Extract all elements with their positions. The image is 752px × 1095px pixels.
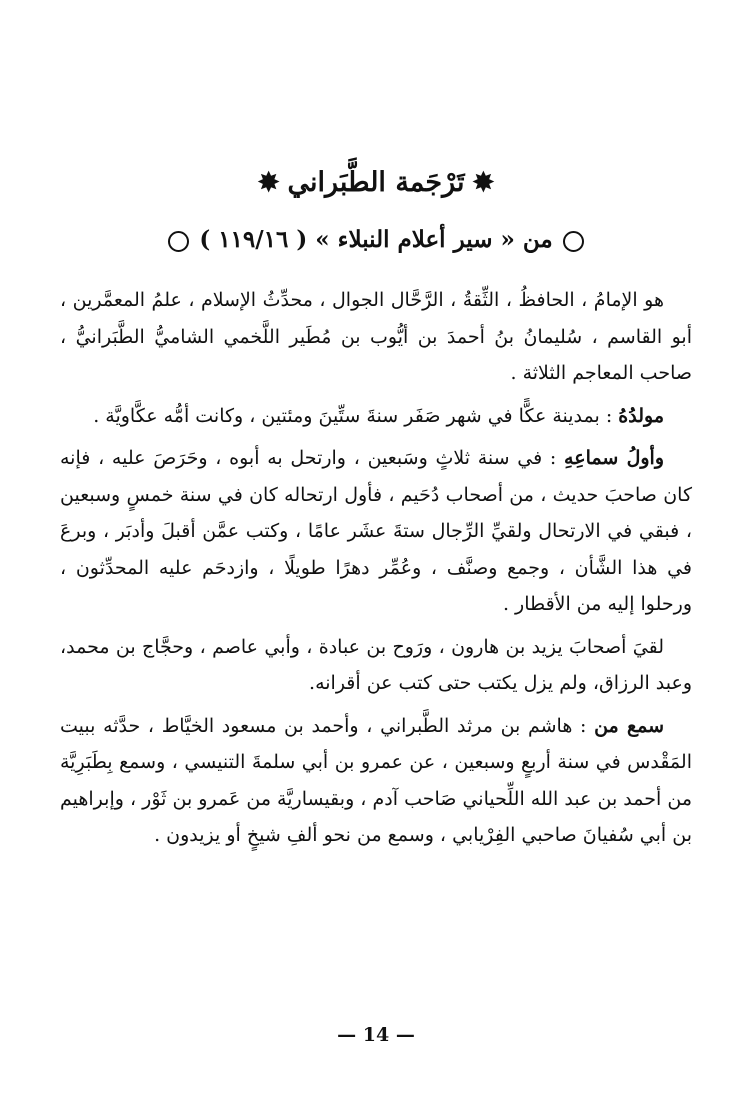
paragraph-text: لقيَ أصحابَ يزيد بن هارون ، ورَوح بن عبادة ، وأبي عاصم ، وحجَّاج بن محمد، وعبد الرزاق، ولم يزل يكتب حتى كتب عن أقرانه.: [60, 635, 692, 694]
paragraph-heard-from: [60, 708, 692, 854]
star-ornament-icon: ✸: [257, 168, 280, 198]
source-subtitle-text: من « سير أعلام النبلاء » ( ١١٩/١٦ ): [199, 226, 553, 253]
paragraph-text: : بمدينة عكًّا في شهر صَفَر سنةَ ستِّينَ ومئتين ، وكانت أمُّه عكَّاويَّة .: [93, 404, 619, 427]
page-title: [60, 163, 692, 203]
page-title-text: تَرْجَمة الطَّبَراني: [287, 167, 465, 198]
paragraph-lead: مولدُهُ: [618, 404, 664, 427]
paragraph-lead: سمع من: [594, 714, 664, 737]
biography-body: [60, 282, 692, 860]
paragraph-text: : هاشم بن مرثد الطَّبراني ، وأحمد بن مسعود الخيَّاط ، حدَّثه ببيت المَقْدس في سنة أربعٍ وسبعين ، عن عمرو بن أبي سلمةَ التنيسي ، وسمع بِطَبَرِيَّة من أحمد بن عبد الله اللِّحياني صَاحب آدم ، وبقيساريَّة من عَمرو بن ثَوْر ، وإبراهيم بن أبي سُفيانَ صاحبي الفِرْيابي ، وسمع من نحو ألفِ شيخٍ أو يزيدون .: [60, 714, 692, 846]
paragraph-text: : في سنة ثلاثٍ وسَبعين ، وارتحل به أبوه ، وحَرَصَ عليه ، فإنه كان صاحبَ حديث ، من أصحاب دُحَيم ، فأول ارتحاله كان في سنة خمسٍ وسبعين ، فبقي في الارتحال ولقيِّ الرِّجال ستةَ عشَر عامًا ، وكتب عمَّن أقبلَ وأدبَر ، وبرعَ في هذا الشَّأن ، وجمع وصنَّف ، وعُمِّر دهرًا طويلًا ، وازدحَم عليه المحدِّثون ، ورحلوا إليه من الأقطار .: [60, 447, 692, 615]
paragraph-birth: [60, 398, 692, 435]
paragraph-lead: وأولُ سماعِهِ: [564, 447, 664, 469]
star-ornament-icon: ✸: [472, 168, 495, 198]
paragraph-met: [60, 629, 692, 702]
source-subtitle: [60, 222, 692, 258]
circle-ornament-icon: [563, 231, 584, 252]
page-number: — 14 —: [337, 1024, 415, 1046]
circle-ornament-icon: [168, 231, 189, 252]
paragraph-text: هو الإمامُ ، الحافظُ ، الثِّقةُ ، الرَّحَّال الجوال ، محدِّثُ الإسلام ، علمُ المعمَّرين ، أبو القاسم ، سُليمانُ بنُ أحمدَ بن أيُّوب بن مُطَير اللَّخمي الشاميُّ الطَّبَرانيُّ ، صاحب المعاجم الثلاثة .: [60, 289, 692, 384]
paragraph-first-hearing: [60, 440, 692, 623]
paragraph-intro: [60, 282, 692, 392]
